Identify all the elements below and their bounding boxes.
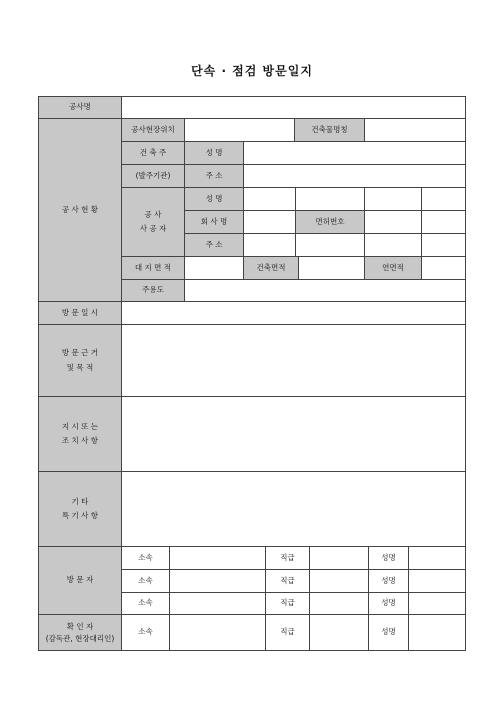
company-name-label: 공사명: [38, 96, 122, 119]
visitor-name-field-1[interactable]: [408, 546, 466, 570]
license-no-label: 면허번호: [295, 210, 365, 234]
contractor-address-field-1[interactable]: [243, 233, 296, 257]
contractor-company-field[interactable]: [243, 210, 296, 234]
visitor-name-field-3[interactable]: [408, 592, 466, 615]
contractor-name-field-3[interactable]: [364, 187, 422, 211]
visitor-name-label-1: 성명: [368, 546, 409, 570]
visit-date-label: 방 문 일 시: [38, 301, 122, 325]
building-name-label: 건축물명칭: [294, 118, 365, 142]
building-area-field[interactable]: [298, 256, 365, 280]
page-title: 단속 · 점검 방문일지: [191, 64, 313, 78]
contractor-company-label: 회 사 명: [184, 210, 244, 234]
instructions-field[interactable]: [121, 396, 466, 472]
confirmer-name-label: 성명: [368, 614, 409, 651]
visitor-rank-label-2: 직급: [265, 569, 310, 593]
owner-sub-label: (발주기관): [121, 164, 185, 188]
visitor-label: 방 문 자: [38, 546, 122, 615]
visit-date-field[interactable]: [121, 301, 466, 325]
visitor-affiliation-field-3[interactable]: [169, 592, 266, 615]
other-notes-field[interactable]: [121, 471, 466, 547]
instructions-label: 지 시 또 는 조 치 사 항: [38, 396, 122, 472]
visitor-rank-label-3: 직급: [265, 592, 310, 615]
visitor-rank-field-3[interactable]: [309, 592, 369, 615]
license-no-field-2[interactable]: [421, 210, 466, 234]
contractor-address-field-4[interactable]: [421, 233, 466, 257]
site-area-label: 대 지 면 적: [121, 256, 185, 280]
contractor-name-field-1[interactable]: [243, 187, 296, 211]
site-status-label: 공 사 현 황: [38, 118, 122, 302]
confirmer-affiliation-field[interactable]: [169, 614, 266, 651]
contractor-name-field-4[interactable]: [421, 187, 466, 211]
owner-address-field[interactable]: [243, 164, 466, 188]
company-name-field[interactable]: [121, 96, 466, 119]
contractor-address-label: 주 소: [184, 233, 244, 257]
contractor-name-field-2[interactable]: [295, 187, 365, 211]
visitor-affiliation-field-1[interactable]: [169, 546, 266, 570]
owner-name-label: 성 명: [184, 141, 244, 165]
visitor-rank-field-1[interactable]: [309, 546, 369, 570]
visit-reason-label: 방 문 근 거 및 목 적: [38, 324, 122, 397]
visitor-name-label-3: 성명: [368, 592, 409, 615]
visitor-affiliation-label-3: 소속: [121, 592, 170, 615]
owner-name-field[interactable]: [243, 141, 466, 165]
contractor-name-label: 성 명: [184, 187, 244, 211]
visitor-rank-label-1: 직급: [265, 546, 310, 570]
confirmer-rank-field[interactable]: [309, 614, 369, 651]
site-location-label: 공사현장위치: [121, 118, 185, 142]
owner-address-label: 주 소: [184, 164, 244, 188]
visitor-name-label-2: 성명: [368, 569, 409, 593]
license-no-field-1[interactable]: [364, 210, 422, 234]
owner-label: 건 축 주: [121, 141, 185, 165]
confirmer-affiliation-label: 소속: [121, 614, 170, 651]
visitor-rank-field-2[interactable]: [309, 569, 369, 593]
visitor-affiliation-field-2[interactable]: [169, 569, 266, 593]
confirmer-name-field[interactable]: [408, 614, 466, 651]
visitor-affiliation-label-1: 소속: [121, 546, 170, 570]
main-use-label: 주용도: [121, 279, 185, 302]
other-notes-label: 기 타 특 기 사 항: [38, 471, 122, 547]
contractor-address-field-3[interactable]: [364, 233, 422, 257]
contractor-address-field-2[interactable]: [295, 233, 365, 257]
building-area-label: 건축면적: [243, 256, 299, 280]
visitor-affiliation-label-2: 소속: [121, 569, 170, 593]
floor-area-field[interactable]: [421, 256, 466, 280]
confirmer-rank-label: 직급: [265, 614, 310, 651]
visit-reason-field[interactable]: [121, 324, 466, 397]
contractor-label: 공 사 사 공 자: [121, 187, 185, 257]
site-area-field[interactable]: [184, 256, 244, 280]
main-use-field[interactable]: [184, 279, 466, 302]
visitor-name-field-2[interactable]: [408, 569, 466, 593]
site-location-field[interactable]: [184, 118, 295, 142]
floor-area-label: 연면적: [364, 256, 422, 280]
building-name-field[interactable]: [364, 118, 466, 142]
confirmer-label: 확 인 자 (감독관, 현장대리인): [38, 614, 122, 651]
